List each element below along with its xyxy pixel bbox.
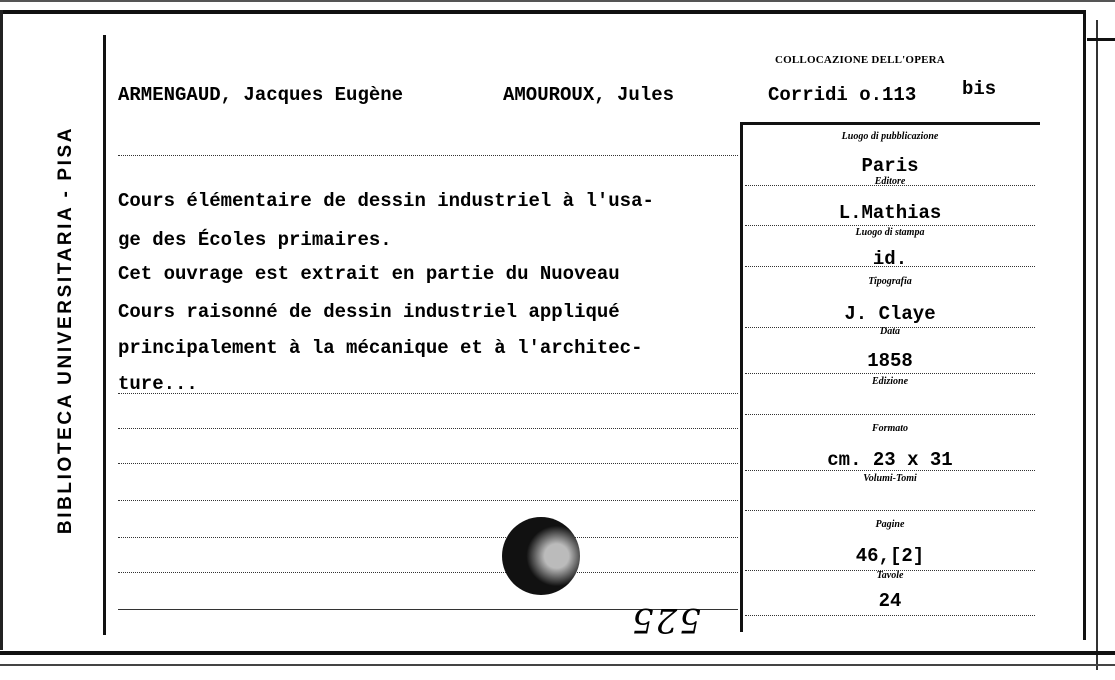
edition-label: Edizione: [871, 376, 909, 387]
ink-stamp-mark: [502, 517, 580, 595]
card-edge: [0, 10, 3, 650]
format-value: cm. 23 x 31: [827, 449, 953, 471]
description-line: Cours raisonné de dessin industriel appliqué: [118, 301, 620, 323]
handwritten-number: 525: [630, 600, 701, 640]
shelfmark: Corridi o.113: [768, 84, 917, 106]
format-label: Formato: [871, 423, 909, 434]
shelfmark-suffix: bis: [962, 78, 997, 100]
card-edge: [1096, 20, 1098, 670]
ruled-line: [118, 463, 738, 464]
description-line: Cours élémentaire de dessin industriel à l'usa-: [118, 190, 654, 212]
plates-label: Tavole: [876, 570, 904, 581]
printer-value: J. Claye: [844, 303, 936, 325]
collocation-frame: [740, 122, 1040, 125]
card-edge: [1087, 38, 1115, 41]
publisher-label: Editore: [874, 176, 906, 187]
ruled-line: [118, 155, 738, 156]
library-stamp: BIBLIOTECA UNIVERSITARIA - PISA: [55, 125, 76, 535]
coauthor-line: AMOUROUX, Jules: [503, 84, 675, 106]
place-label: Luogo di pubblicazione: [841, 131, 939, 142]
ruled-line: [118, 572, 738, 573]
ruled-line: [745, 373, 1035, 374]
pages-value: 46,[2]: [855, 545, 925, 567]
card-edge: [0, 651, 1115, 655]
ruled-line: [745, 225, 1035, 226]
ruled-line: [118, 537, 738, 538]
print-place-label: Luogo di stampa: [855, 227, 925, 238]
description-line: Cet ouvrage est extrait en partie du Nuoveau: [118, 263, 620, 285]
ruled-line: [118, 500, 738, 501]
place-value: Paris: [861, 155, 919, 177]
card-edge: [0, 0, 1115, 2]
ruled-line: [745, 414, 1035, 415]
ruled-line: [745, 510, 1035, 511]
printer-label: Tipografia: [868, 276, 912, 287]
plates-value: 24: [878, 590, 902, 612]
pages-label: Pagine: [875, 519, 905, 530]
margin-line: [103, 35, 106, 635]
volumes-label: Volumi-Tomi: [863, 473, 917, 484]
description-line: principalement à la mécanique et à l'architec-: [118, 337, 643, 359]
card-edge: [0, 10, 1085, 14]
card-edge: [1083, 10, 1086, 640]
ruled-line: [118, 393, 738, 394]
date-label: Data: [880, 326, 900, 337]
ruled-line: [118, 428, 738, 429]
collocation-heading: COLLOCAZIONE DELL'OPERA: [775, 54, 945, 66]
ruled-line: [745, 615, 1035, 616]
collocation-frame: [740, 122, 743, 632]
card-edge: [0, 664, 1115, 666]
description-line: ture...: [118, 373, 198, 395]
date-value: 1858: [867, 350, 913, 372]
description-line: ge des Écoles primaires.: [118, 229, 392, 251]
print-place-value: id.: [872, 248, 908, 270]
author-line: ARMENGAUD, Jacques Eugène: [118, 84, 404, 106]
publisher-value: L.Mathias: [838, 202, 942, 224]
